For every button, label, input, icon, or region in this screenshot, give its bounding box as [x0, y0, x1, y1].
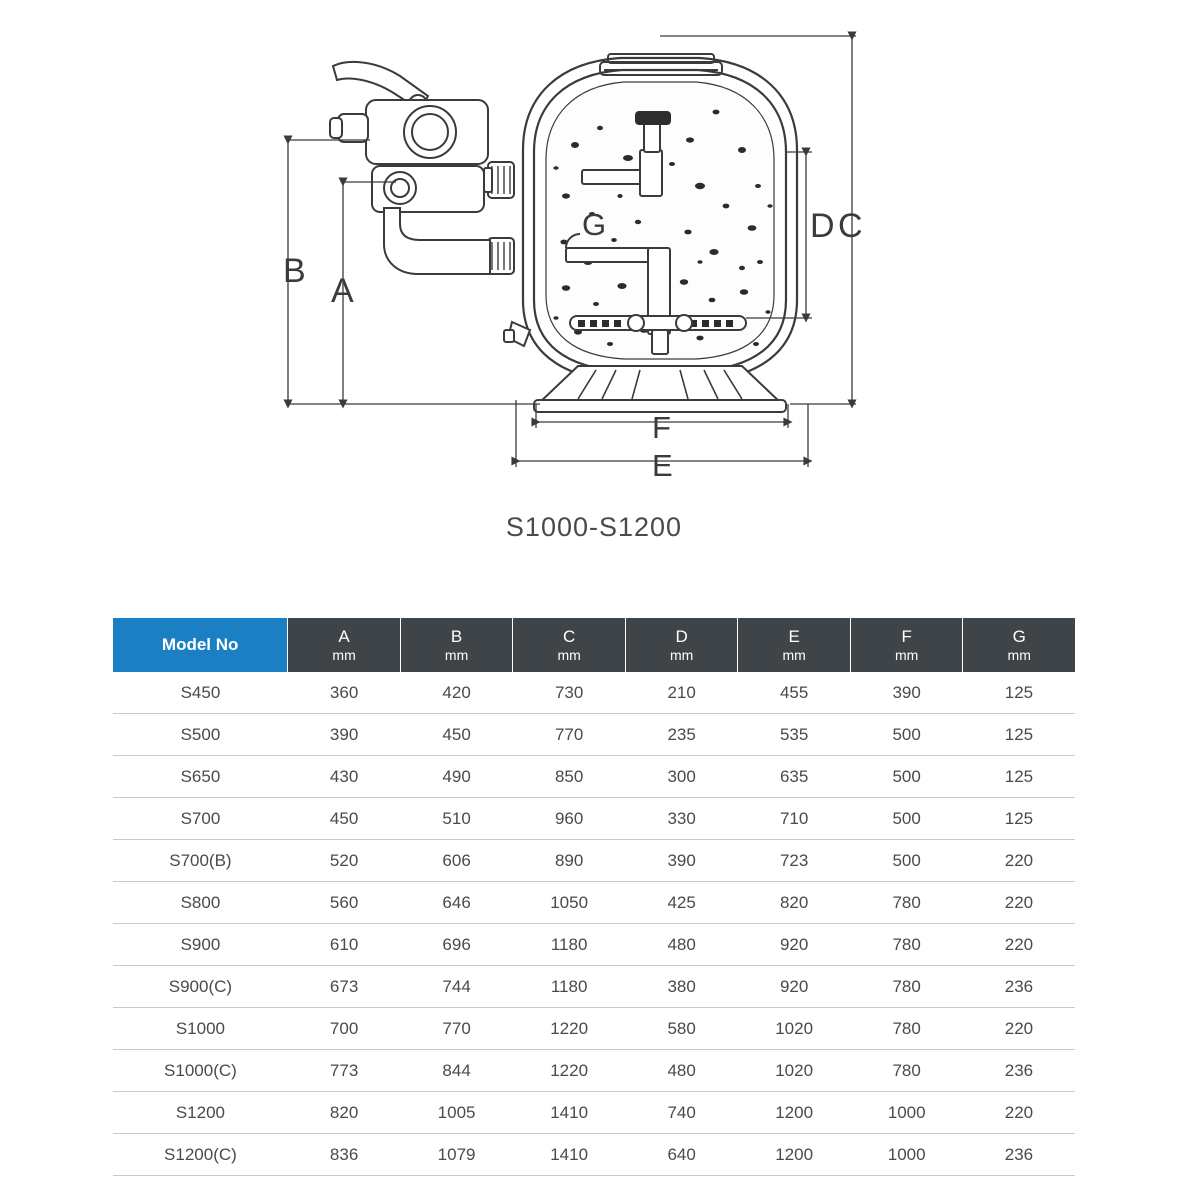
- cell-e: 1020: [738, 1050, 851, 1092]
- dimension-label-F: F: [652, 410, 671, 445]
- cell-model: S1000(C): [113, 1050, 288, 1092]
- cell-d: 300: [625, 756, 737, 798]
- filter-diagram: [0, 0, 1188, 590]
- cell-g: 220: [963, 840, 1075, 882]
- cell-a: 773: [288, 1050, 400, 1092]
- cell-f: 780: [850, 1008, 963, 1050]
- column-header-g-unit: mm: [1007, 647, 1031, 664]
- column-header-a-label: A: [338, 626, 350, 646]
- cell-model: S700: [113, 798, 288, 840]
- cell-e: 820: [738, 882, 851, 924]
- cell-f: 1000: [850, 1134, 963, 1176]
- cell-e: 1200: [738, 1134, 851, 1176]
- cell-a: 430: [288, 756, 400, 798]
- cell-b: 844: [400, 1050, 513, 1092]
- cell-g: 125: [963, 672, 1075, 714]
- sand-filter-technical-drawing: [0, 0, 1188, 590]
- cell-d: 480: [625, 924, 737, 966]
- cell-b: 770: [400, 1008, 513, 1050]
- column-header-f-unit: mm: [894, 647, 919, 664]
- cell-g: 125: [963, 756, 1075, 798]
- cell-d: 390: [625, 840, 737, 882]
- cell-f: 780: [850, 1050, 963, 1092]
- lateral-assembly: [570, 315, 746, 331]
- cell-model: S900(C): [113, 966, 288, 1008]
- column-header-d-unit: mm: [669, 647, 694, 664]
- cell-model: S650: [113, 756, 288, 798]
- column-header-b-unit: mm: [444, 647, 469, 664]
- cell-f: 500: [850, 714, 963, 756]
- cell-b: 420: [400, 672, 513, 714]
- cell-b: 606: [400, 840, 513, 882]
- cell-a: 520: [288, 840, 400, 882]
- cell-e: 920: [738, 966, 851, 1008]
- cell-model: S900: [113, 924, 288, 966]
- cell-g: 125: [963, 798, 1075, 840]
- cell-f: 780: [850, 882, 963, 924]
- cell-d: 210: [625, 672, 737, 714]
- cell-model: S450: [113, 672, 288, 714]
- dimension-label-C: C: [838, 207, 863, 245]
- column-header-c-unit: mm: [557, 647, 581, 664]
- table-row: [113, 714, 1075, 756]
- cell-model: S1200(C): [113, 1134, 288, 1176]
- table-row: [113, 1092, 1075, 1134]
- column-header-f: [850, 618, 963, 672]
- cell-a: 390: [288, 714, 400, 756]
- tank-base: [534, 366, 786, 412]
- cell-b: 1005: [400, 1092, 513, 1134]
- table-row: [113, 1134, 1075, 1176]
- cell-g: 220: [963, 1008, 1075, 1050]
- cell-c: 1180: [513, 924, 626, 966]
- cell-b: 696: [400, 924, 513, 966]
- table-row: [113, 1050, 1075, 1092]
- cell-a: 610: [288, 924, 400, 966]
- table-row: [113, 966, 1075, 1008]
- cell-a: 673: [288, 966, 400, 1008]
- cell-c: 1220: [513, 1050, 626, 1092]
- cell-c: 890: [513, 840, 626, 882]
- cell-c: 1050: [513, 882, 626, 924]
- cell-d: 740: [625, 1092, 737, 1134]
- cell-f: 500: [850, 798, 963, 840]
- cell-e: 535: [738, 714, 851, 756]
- cell-a: 560: [288, 882, 400, 924]
- cell-model: S800: [113, 882, 288, 924]
- cell-c: 1180: [513, 966, 626, 1008]
- cell-model: S1000: [113, 1008, 288, 1050]
- cell-d: 330: [625, 798, 737, 840]
- cell-g: 125: [963, 714, 1075, 756]
- cell-b: 450: [400, 714, 513, 756]
- cell-b: 646: [400, 882, 513, 924]
- column-header-model: [113, 618, 288, 672]
- cell-a: 360: [288, 672, 400, 714]
- cell-d: 235: [625, 714, 737, 756]
- cell-d: 640: [625, 1134, 737, 1176]
- cell-f: 1000: [850, 1092, 963, 1134]
- column-header-b: [400, 618, 513, 672]
- cell-g: 236: [963, 966, 1075, 1008]
- column-header-e-label: E: [788, 626, 800, 646]
- cell-c: 1220: [513, 1008, 626, 1050]
- column-header-a: [288, 618, 400, 672]
- column-header-e-unit: mm: [782, 647, 806, 664]
- cell-g: 236: [963, 1050, 1075, 1092]
- cell-d: 580: [625, 1008, 737, 1050]
- column-header-model-label: Model No: [161, 635, 239, 655]
- cell-f: 780: [850, 924, 963, 966]
- cell-e: 1200: [738, 1092, 851, 1134]
- cell-e: 635: [738, 756, 851, 798]
- column-header-g: [963, 618, 1075, 672]
- cell-c: 1410: [513, 1092, 626, 1134]
- cell-b: 1079: [400, 1134, 513, 1176]
- table-header-row: [113, 618, 1075, 672]
- column-header-b-label: B: [450, 626, 463, 646]
- dimension-label-D: D: [810, 207, 835, 245]
- dimension-label-A: A: [331, 272, 354, 310]
- cell-b: 744: [400, 966, 513, 1008]
- column-header-c-label: C: [562, 626, 576, 646]
- table-row: [113, 756, 1075, 798]
- dimension-label-G: G: [582, 207, 607, 242]
- cell-d: 425: [625, 882, 737, 924]
- column-header-c: [513, 618, 626, 672]
- cell-a: 450: [288, 798, 400, 840]
- cell-model: S700(B): [113, 840, 288, 882]
- cell-e: 920: [738, 924, 851, 966]
- cell-c: 730: [513, 672, 626, 714]
- cell-a: 820: [288, 1092, 400, 1134]
- cell-g: 220: [963, 924, 1075, 966]
- cell-e: 723: [738, 840, 851, 882]
- cell-model: S1200: [113, 1092, 288, 1134]
- cell-e: 455: [738, 672, 851, 714]
- cell-g: 236: [963, 1134, 1075, 1176]
- table-row: [113, 1008, 1075, 1050]
- cell-a: 836: [288, 1134, 400, 1176]
- column-header-g-label: G: [1012, 626, 1026, 646]
- dimension-label-E: E: [652, 448, 673, 483]
- cell-f: 500: [850, 840, 963, 882]
- cell-e: 710: [738, 798, 851, 840]
- cell-b: 490: [400, 756, 513, 798]
- specification-table: [113, 618, 1075, 1176]
- cell-f: 780: [850, 966, 963, 1008]
- cell-d: 480: [625, 1050, 737, 1092]
- cell-f: 500: [850, 756, 963, 798]
- cell-model: S500: [113, 714, 288, 756]
- cell-d: 380: [625, 966, 737, 1008]
- table-row: [113, 672, 1075, 714]
- cell-e: 1020: [738, 1008, 851, 1050]
- cell-g: 220: [963, 1092, 1075, 1134]
- diagram-caption: S1000-S1200: [505, 512, 683, 542]
- cell-f: 390: [850, 672, 963, 714]
- table-row: [113, 840, 1075, 882]
- column-header-d: [625, 618, 737, 672]
- cell-c: 1410: [513, 1134, 626, 1176]
- table-row: [113, 924, 1075, 966]
- cell-c: 770: [513, 714, 626, 756]
- cell-b: 510: [400, 798, 513, 840]
- table-row: [113, 798, 1075, 840]
- cell-c: 960: [513, 798, 626, 840]
- column-header-e: [738, 618, 851, 672]
- column-header-f-label: F: [901, 626, 912, 646]
- column-header-d-label: D: [675, 626, 688, 646]
- column-header-a-unit: mm: [332, 647, 356, 664]
- dimension-label-B: B: [283, 252, 306, 290]
- cell-c: 850: [513, 756, 626, 798]
- cell-a: 700: [288, 1008, 400, 1050]
- multiport-valve: [330, 62, 530, 346]
- table-row: [113, 882, 1075, 924]
- cell-g: 220: [963, 882, 1075, 924]
